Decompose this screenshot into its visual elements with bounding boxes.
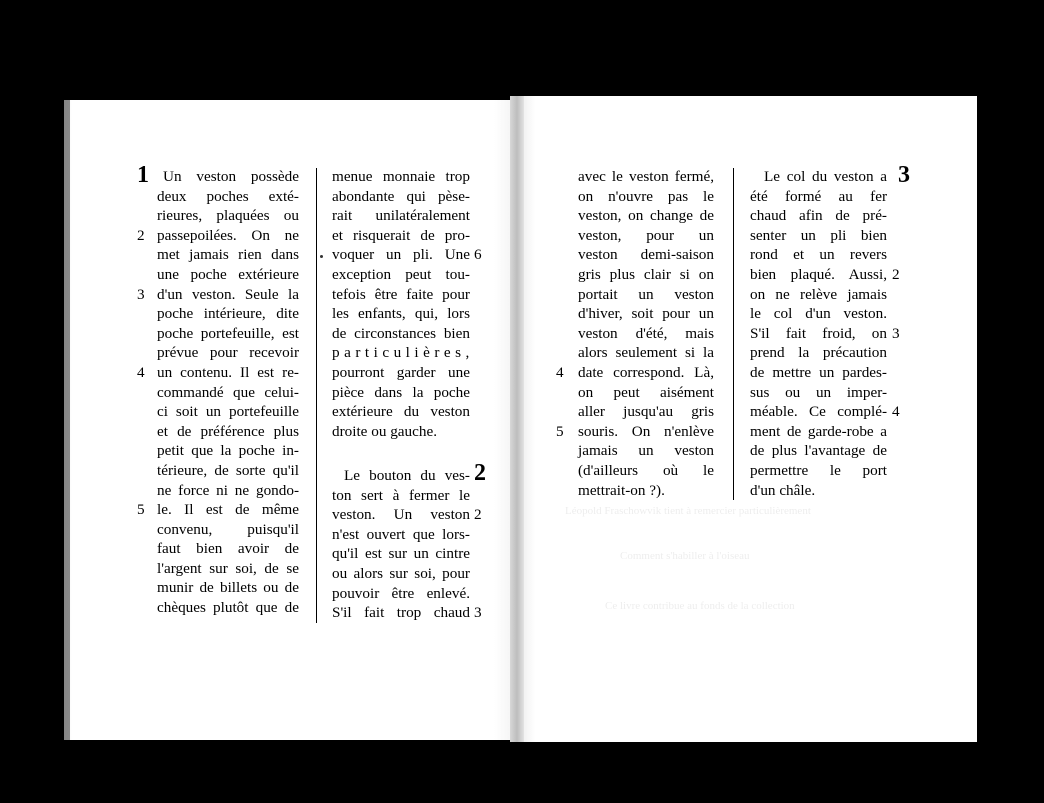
line-number: 4: [892, 403, 900, 421]
text-line: rond et un revers: [750, 246, 887, 264]
text-line: ci soit un portefeuille: [157, 403, 299, 421]
text-line: voquer un pli. Une: [332, 246, 470, 264]
text-line: été formé au fer: [750, 187, 887, 205]
text-line: poche intérieure, dite: [157, 305, 299, 323]
line-number: 2: [892, 266, 900, 283]
text-line: sus ou un imper-: [750, 383, 887, 401]
text-line: Le bouton du ves-: [344, 467, 470, 484]
text-line: chèques plutôt que de: [157, 599, 299, 617]
line-number: 6: [474, 246, 482, 264]
text-line: on peut aisément: [578, 383, 714, 401]
line-number: 5: [556, 422, 564, 440]
text-line: de plus l'avantage de: [750, 442, 887, 460]
text-line: ment de garde-robe a: [750, 422, 887, 440]
text-line: pièce dans la poche: [332, 383, 470, 401]
line-number: 4: [556, 364, 564, 381]
line-number: 2: [137, 226, 145, 244]
line-number: 3: [137, 285, 145, 303]
text-column-2b: [332, 466, 470, 623]
text-line: prévue pour recevoir: [157, 344, 299, 362]
text-line: chaud afin de pré-: [750, 207, 887, 225]
text-line: (d'ailleurs où le: [578, 461, 714, 479]
book-spine: [510, 96, 524, 742]
text-line: on n'ouvre pas le: [578, 187, 714, 205]
page-edge-shadow: [64, 100, 70, 740]
text-line: commandé que celui-: [157, 383, 299, 401]
section-number: 1: [137, 162, 149, 188]
text-line: térieure, de sorte qu'il: [157, 461, 299, 479]
text-line: un contenu. Il est re-: [157, 363, 299, 381]
text-line: l'argent sur soi, de se: [157, 559, 299, 577]
text-line: permettre le port: [750, 461, 887, 479]
text-line: convenu, puisqu'il: [157, 520, 299, 538]
text-line: on ne relève jamais: [750, 285, 887, 303]
text-line: droite ou gauche.: [332, 422, 438, 440]
text-line: exception peut tou-: [332, 265, 470, 283]
text-line: munir de billets ou de: [157, 579, 299, 597]
text-line: mettrait-on ?).: [578, 481, 665, 499]
text-line: les enfants, qui, lors: [332, 305, 470, 323]
text-line: souris. On n'enlève: [578, 422, 714, 440]
text-column-2: [332, 167, 474, 441]
text-line: tefois être faite pour: [332, 285, 470, 303]
text-line: méable. Ce complé-: [750, 403, 887, 421]
text-line: qu'il est sur un cintre: [332, 545, 470, 563]
text-line: une poche extérieure: [157, 265, 299, 283]
text-line: poche portefeuille, est: [157, 324, 299, 342]
show-through-text: Ce livre contribue au fonds de la collection: [605, 600, 795, 612]
text-line: S'il fait trop chaud: [332, 604, 470, 622]
line-number: 4: [137, 364, 145, 381]
show-through-text: Léopold Fraschowvik tient à remercier particulièrement: [565, 505, 811, 517]
text-line: met jamais rien dans: [157, 246, 299, 264]
text-line: veston, pour un: [578, 226, 714, 244]
text-line: veston, on change de: [578, 207, 714, 225]
text-line: ton sert à fermer le: [332, 486, 470, 504]
text-line: pouvoir être enlevé.: [332, 584, 470, 602]
text-line: extérieure du veston: [332, 403, 470, 421]
text-line: Un veston possède: [163, 168, 299, 185]
text-line: ou alors sur soi, pour: [332, 564, 470, 582]
text-line: menue monnaie trop: [332, 168, 470, 185]
text-line: senter un pli bien: [750, 226, 887, 244]
text-line: prend la précaution: [750, 344, 887, 362]
text-line: d'un châle.: [750, 481, 816, 499]
text-line: ne force ni ne gondo-: [157, 481, 299, 499]
text-line: veston. Un veston: [332, 506, 470, 524]
text-line: gris plus clair si on: [578, 265, 714, 283]
text-column-4: [750, 167, 887, 500]
text-column-1: [157, 167, 299, 618]
text-line: le. Il est de même: [157, 501, 299, 519]
text-line: de circonstances bien: [332, 324, 470, 342]
text-line: particulières,: [332, 344, 474, 362]
text-line: jamais un veston: [578, 442, 714, 460]
text-line: faut bien avoir de: [157, 540, 299, 558]
line-number: 5: [137, 501, 145, 519]
text-line: veston d'été, mais: [578, 324, 714, 342]
text-line: d'un veston. Seule la: [157, 285, 299, 303]
section-number: 2: [474, 460, 486, 486]
line-number: 2: [474, 506, 482, 524]
text-line: abondante qui pèse-: [332, 187, 470, 205]
text-line: avec le veston fermé,: [578, 168, 714, 185]
text-line: aller jusqu'au gris: [578, 403, 714, 421]
text-column-3: [578, 167, 714, 500]
text-line: portait un veston: [578, 285, 714, 303]
text-line: d'hiver, soit pour un: [578, 305, 714, 323]
text-line: de mettre un pardes-: [750, 363, 887, 381]
text-line: date correspond. Là,: [578, 363, 714, 381]
text-line: rieures, plaquées ou: [157, 207, 299, 225]
column-rule: [316, 168, 317, 623]
text-line: pourront garder une: [332, 363, 470, 381]
text-line: alors seulement si la: [578, 344, 714, 362]
column-rule: [733, 168, 734, 500]
text-line: passepoilées. On ne: [157, 226, 299, 244]
section-number: 3: [898, 162, 910, 188]
text-line: bien plaqué. Aussi,: [750, 265, 887, 283]
text-line: petit que la poche in-: [157, 442, 299, 460]
line-number: 3: [892, 324, 900, 342]
text-line: deux poches exté-: [157, 187, 299, 205]
text-line: et risquerait de pro-: [332, 226, 470, 244]
show-through-text: Comment s'habiller à l'oiseau: [620, 550, 750, 562]
line-number: 3: [474, 604, 482, 622]
text-line: n'est ouvert que lors-: [332, 525, 470, 543]
ink-speck: [320, 255, 323, 258]
text-line: rait unilatéralement: [332, 207, 470, 225]
text-line: Le col du veston a: [764, 168, 887, 185]
text-line: le col d'un veston.: [750, 305, 887, 323]
text-line: veston demi-saison: [578, 246, 714, 264]
text-line: et de préférence plus: [157, 422, 299, 440]
text-line: S'il fait froid, on: [750, 324, 887, 342]
